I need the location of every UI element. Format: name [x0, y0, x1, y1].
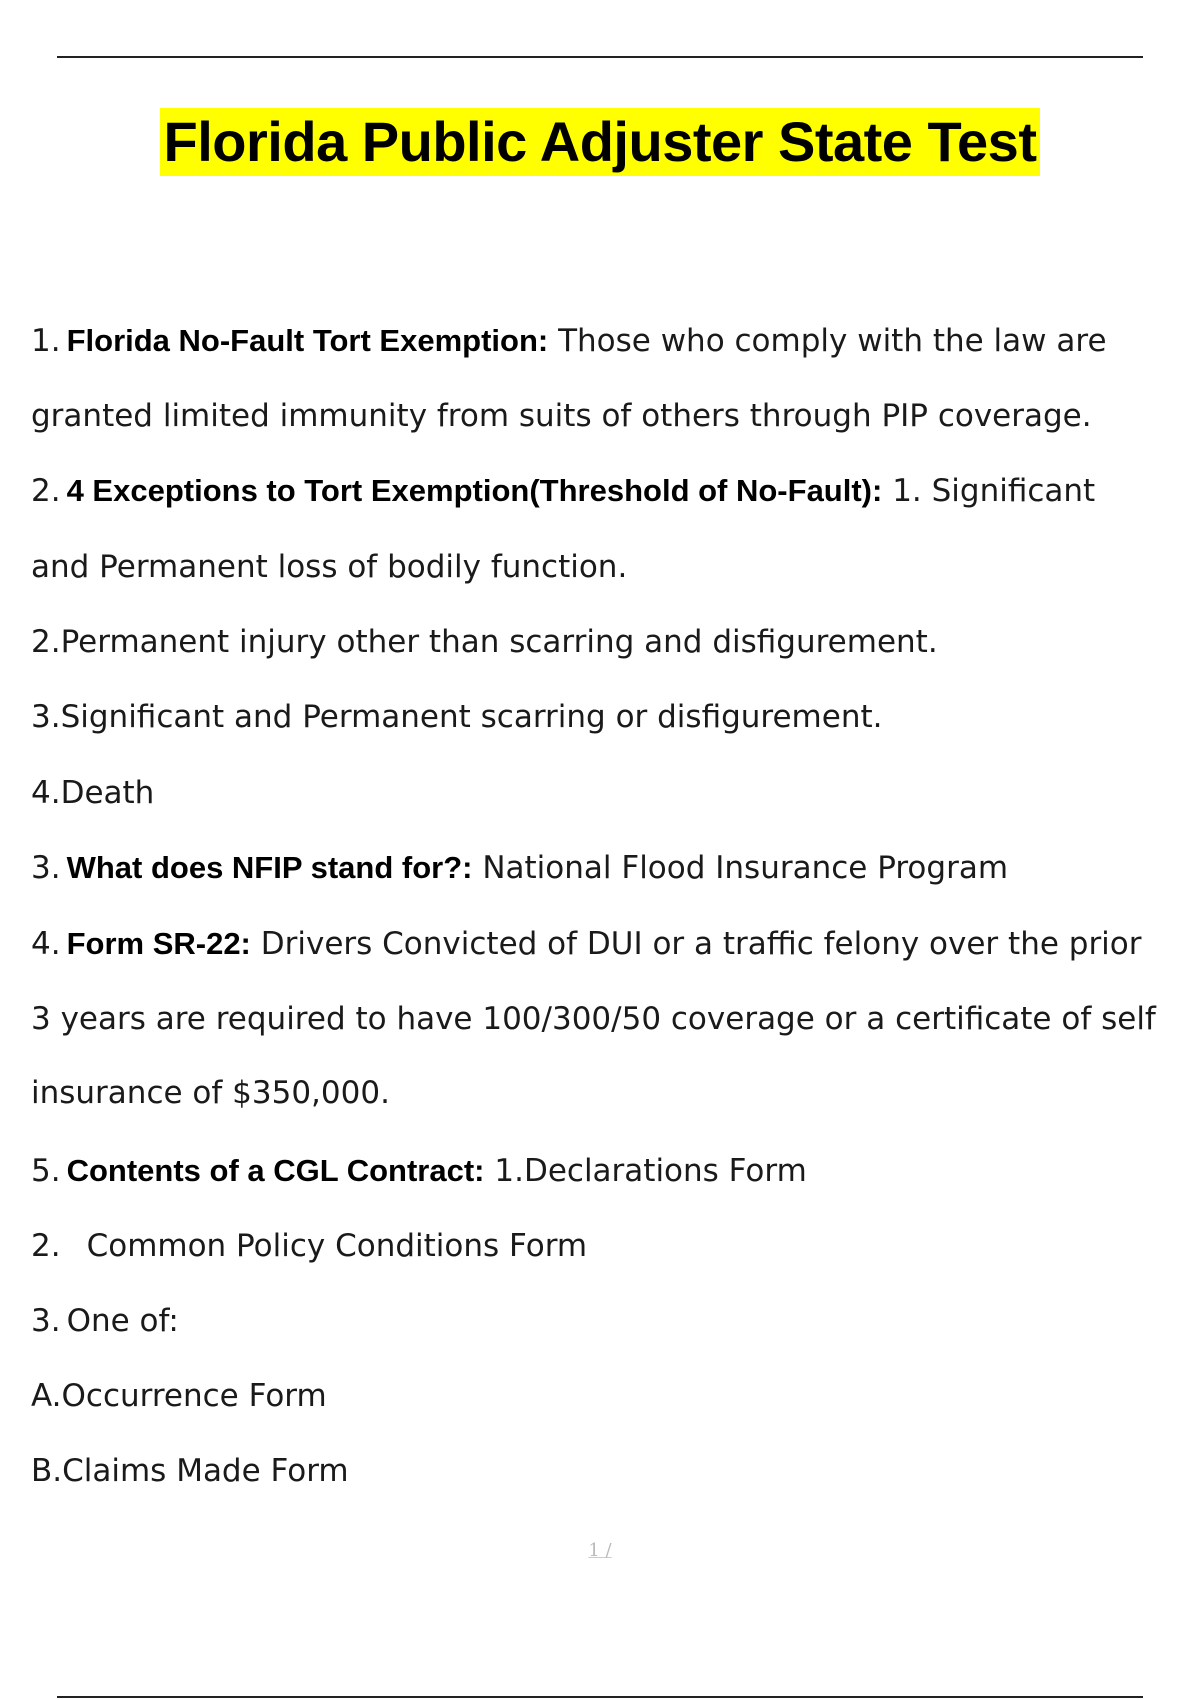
item-number: 2.: [31, 473, 61, 509]
item-number: 1.: [31, 323, 61, 359]
item-text: One of:: [66, 1303, 179, 1339]
item-5-line-1: [31, 1151, 807, 1191]
item-text: National Flood Insurance Program: [482, 850, 1009, 886]
item-1-line-2: [31, 396, 1092, 436]
item-number: 3.: [31, 850, 61, 886]
item-text: Those who comply with the law are: [558, 323, 1107, 359]
item-1-line-1: [31, 321, 1107, 361]
item-text: 3 years are required to have 100/300/50 coverage or a certificate of self: [31, 1001, 1156, 1037]
item-4-line-3: [31, 1073, 390, 1113]
item-number: 4.: [31, 926, 61, 962]
item-term: 4 Exceptions to Tort Exemption(Threshold of No-Fault):: [66, 473, 883, 508]
item-term: What does NFIP stand for?:: [66, 850, 473, 885]
item-text: Common Policy Conditions Form: [86, 1228, 588, 1264]
item-5-line-3: [31, 1301, 179, 1341]
item-2-line-2: [31, 547, 627, 587]
item-text: granted limited immunity from suits of others through PIP coverage.: [31, 398, 1092, 434]
item-text: and Permanent loss of bodily function.: [31, 549, 628, 585]
item-5-line-5: [31, 1451, 349, 1491]
item-term: Form SR-22:: [66, 926, 251, 961]
item-text: 1.Declarations Form: [494, 1153, 807, 1189]
item-5-line-2: [31, 1226, 587, 1266]
item-5-line-4: [31, 1376, 327, 1416]
item-term: Contents of a CGL Contract:: [66, 1153, 485, 1188]
item-2-line-3: [31, 622, 938, 662]
item-text: 2.Permanent injury other than scarring and disfigurement.: [31, 624, 938, 660]
item-2-line-1: [31, 471, 1095, 511]
item-term: Florida No-Fault Tort Exemption:: [66, 323, 549, 358]
item-text: 4.Death: [31, 775, 155, 811]
page-number: 1 /: [588, 1540, 612, 1561]
item-text: insurance of $350,000.: [31, 1075, 390, 1111]
bottom-rule: [57, 1696, 1143, 1698]
item-3-line-1: [31, 848, 1008, 888]
item-4-line-2: [31, 999, 1156, 1039]
item-text: B.Claims Made Form: [31, 1453, 349, 1489]
item-text: 3.Significant and Permanent scarring or disfigurement.: [31, 699, 883, 735]
page-title: Florida Public Adjuster State Test: [160, 108, 1041, 176]
item-text: Drivers Convicted of DUI or a traffic felony over the prior: [260, 926, 1142, 962]
item-text: 3.: [31, 1303, 61, 1339]
item-text: A.Occurrence Form: [31, 1378, 327, 1414]
item-2-line-5: [31, 773, 154, 813]
item-text: 1. Significant: [892, 473, 1096, 509]
item-4-line-1: [31, 924, 1142, 964]
item-2-line-4: [31, 697, 883, 737]
item-text: 2.: [31, 1228, 61, 1264]
item-number: 5.: [31, 1153, 61, 1189]
